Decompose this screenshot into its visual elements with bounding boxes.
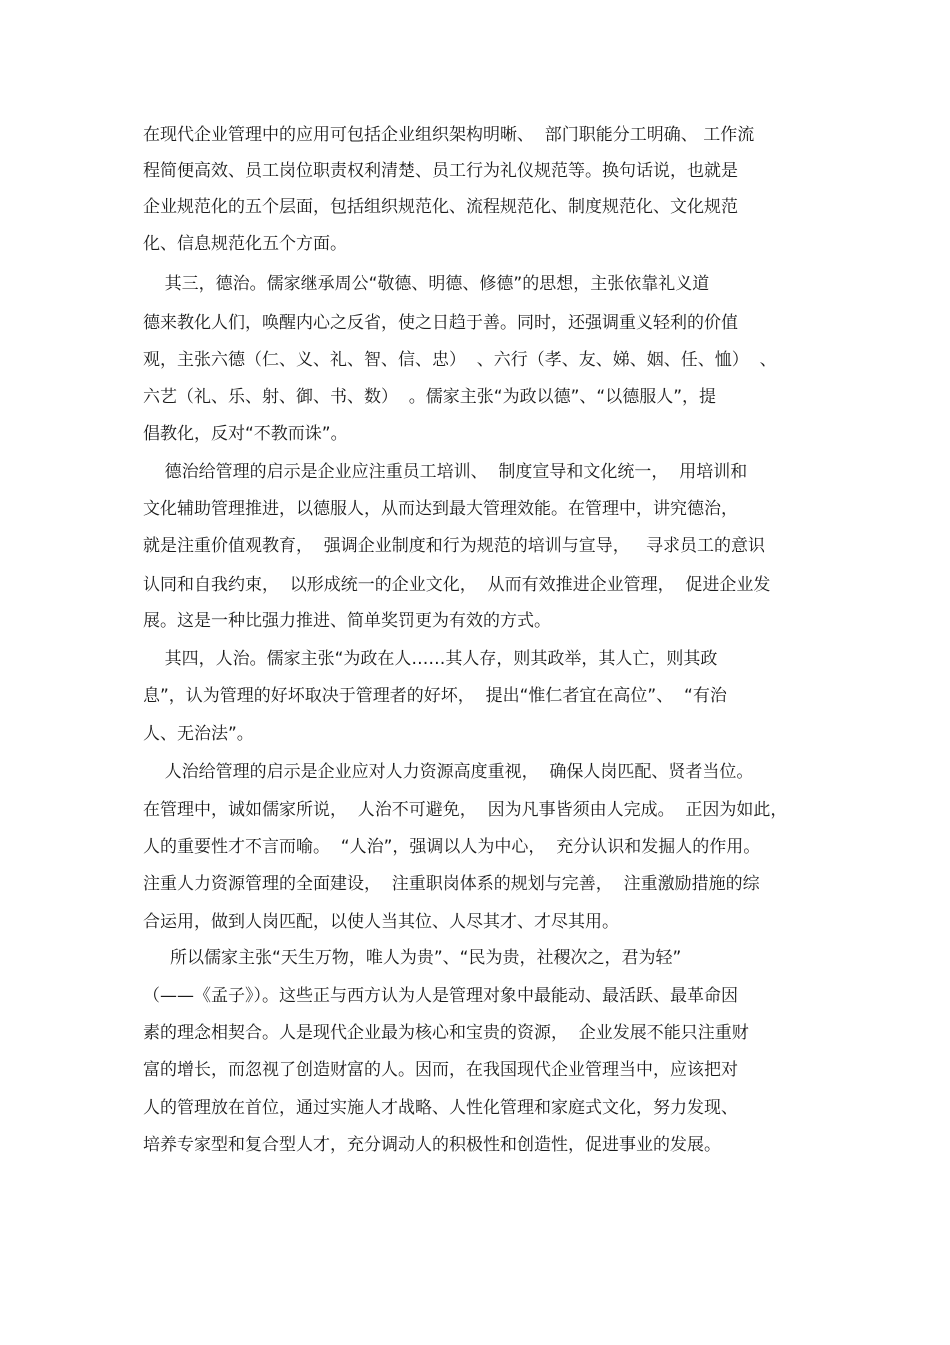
text-line: 化、信息规范化五个方面。 <box>143 234 347 254</box>
text-line: 人、无治法”。 <box>143 724 254 744</box>
paragraph-start-line: 人治给管理的启示是企业应对人力资源高度重视， 确保人岗匹配、贤者当位。 <box>143 762 754 782</box>
text-line: （——《孟子》）。这些正与西方认为人是管理对象中最能动、最活跃、最革命因 <box>143 986 738 1006</box>
text-line: 注重人力资源管理的全面建设， 注重职岗体系的规划与完善， 注重激励措施的综 <box>143 874 760 894</box>
text-line: 德来教化人们，唤醒内心之反省，使之日趋于善。同时，还强调重义轻利的价值 <box>143 313 738 333</box>
text-line: 文化辅助管理推进，以德服人，从而达到最大管理效能。在管理中，讲究德治， <box>143 499 738 519</box>
paragraph-start-line: 其三，德治。儒家继承周公“敬德、明德、修德”的思想，主张依靠礼义道 <box>143 274 710 294</box>
text-line: 息”，认为管理的好坏取决于管理者的好坏， 提出“惟仁者宜在高位”、 “有治 <box>143 686 727 706</box>
text-line: 在管理中，诚如儒家所说， 人治不可避免， 因为凡事皆须由人完成。 正因为如此， <box>143 800 788 820</box>
text-line: 倡教化，反对“不教而诛”。 <box>143 424 348 444</box>
text-line: 在现代企业管理中的应用可包括企业组织架构明晰、 部门职能分工明确、 工作流 <box>143 125 755 145</box>
text-line: 认同和自我约束， 以形成统一的企业文化， 从而有效推进企业管理， 促进企业发 <box>143 575 771 595</box>
text-line: 素的理念相契合。人是现代企业最为核心和宝贵的资源， 企业发展不能只注重财 <box>143 1023 749 1043</box>
text-line: 展。这是一种比强力推进、简单奖罚更为有效的方式。 <box>143 611 551 631</box>
text-line: 人的重要性才不言而喻。 “人治”，强调以人为中心， 充分认识和发掘人的作用。 <box>143 837 761 857</box>
text-line: 培养专家型和复合型人才，充分调动人的积极性和创造性，促进事业的发展。 <box>143 1135 721 1155</box>
text-line: 观，主张六德（仁、义、礼、智、信、忠） 、六行（孝、友、娣、姻、任、恤） 、 <box>143 350 777 370</box>
text-line: 六艺（礼、乐、射、御、书、数） 。儒家主张“为政以德”、“以德服人”，提 <box>143 387 717 407</box>
paragraph-start-line: 所以儒家主张“天生万物，唯人为贵”、“民为贵，社稷次之，君为轻” <box>143 948 682 968</box>
text-line: 就是注重价值观教育， 强调企业制度和行为规范的培训与宣导， 寻求员工的意识 <box>143 536 766 556</box>
text-line: 企业规范化的五个层面，包括组织规范化、流程规范化、制度规范化、文化规范 <box>143 197 738 217</box>
paragraph-start-line: 其四，人治。儒家主张“为政在人……其人存，则其政举，其人亡，则其政 <box>143 649 718 669</box>
paragraph-start-line: 德治给管理的启示是企业应注重员工培训、 制度宣导和文化统一， 用培训和 <box>143 462 748 482</box>
text-line: 程简便高效、员工岗位职责权利清楚、员工行为礼仪规范等。换句话说，也就是 <box>143 161 738 181</box>
text-line: 合运用，做到人岗匹配，以使人当其位、人尽其才、才尽其用。 <box>143 912 619 932</box>
text-line: 富的增长，而忽视了创造财富的人。因而，在我国现代企业管理当中，应该把对 <box>143 1060 738 1080</box>
text-line: 人的管理放在首位，通过实施人才战略、人性化管理和家庭式文化，努力发现、 <box>143 1098 738 1118</box>
